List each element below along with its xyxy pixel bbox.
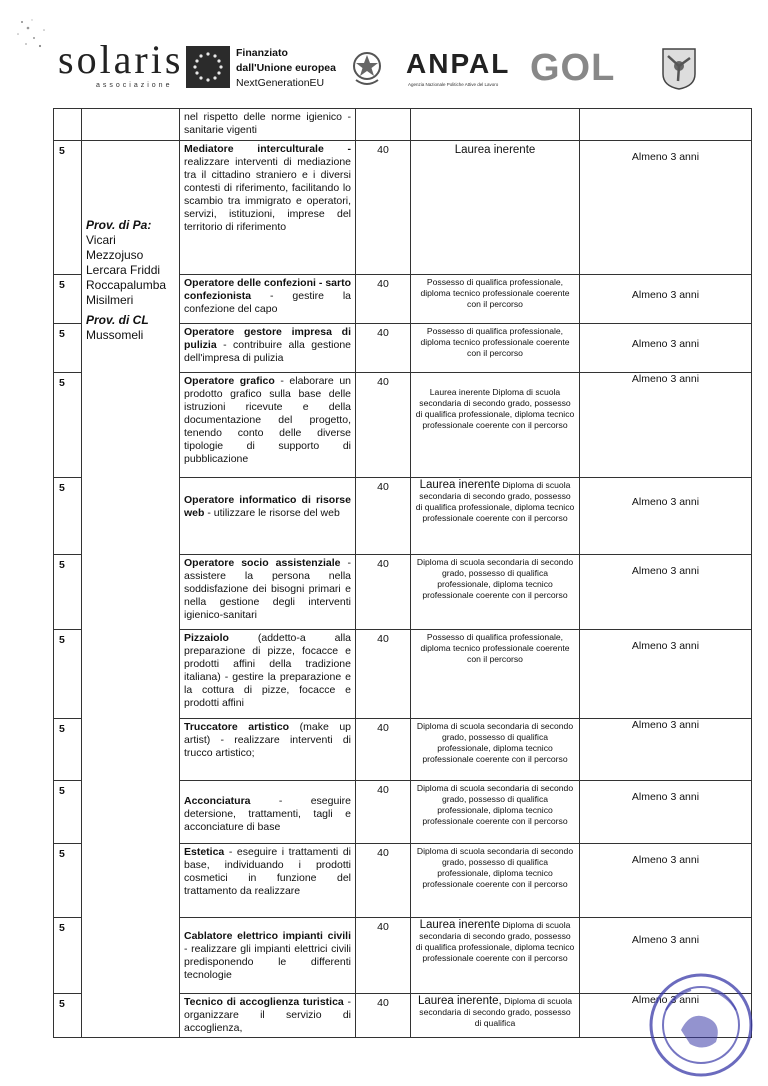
gol-logo: GOL xyxy=(530,47,616,89)
eu-flag-icon xyxy=(186,46,230,88)
location-cell xyxy=(82,109,180,141)
eu-funding-label xyxy=(236,46,336,91)
row-number: 5 xyxy=(54,781,82,844)
course-desc: - contribuire alla gestione dell'impresa di pulizia xyxy=(184,339,351,364)
experience-text: Almeno 3 anni xyxy=(631,854,700,866)
requirement-text: Diploma di scuola secondaria di secondo grado, possesso di qualifica professionale, diploma tecnico professionale coerente con il percorso xyxy=(415,920,575,963)
experience xyxy=(580,478,752,555)
course-desc: - realizzare gli impianti elettrici civili predisponendo le differenti tecnologie xyxy=(184,943,351,981)
course-title: Operatore gestore impresa di pulizia xyxy=(184,326,351,351)
requirements: Diploma di scuola secondaria di secondo grado, possesso di qualifica professionale, diploma tecnico professionale coerente con il percorso xyxy=(411,844,580,918)
course-desc: - assistere la persona nella soddisfazione dei bisogni primari e nella gestione degli interventi igienico-sanitari xyxy=(184,557,351,621)
experience-text: Almeno 3 anni xyxy=(631,994,700,1006)
course-title: Operatore grafico xyxy=(184,375,275,387)
course-description xyxy=(180,478,356,555)
table-row xyxy=(54,109,752,141)
row-number: 5 xyxy=(54,478,82,555)
requirements: Diploma di scuola secondaria di secondo grado, possesso di qualifica professionale, diploma tecnico professionale coerente con il percorso xyxy=(411,719,580,781)
sicily-region-emblem-icon xyxy=(660,46,698,90)
course-title: Operatore delle confezioni - sarto confezionista xyxy=(184,277,351,302)
requirements: Diploma di scuola secondaria di secondo grado, possesso di qualifica professionale, diploma tecnico professionale coerente con il percorso xyxy=(411,555,580,630)
course-description xyxy=(180,781,356,844)
experience xyxy=(580,630,752,719)
anpal-logo xyxy=(406,48,516,92)
location-town: Vicari xyxy=(86,233,116,247)
course-desc: (make up artist) - realizzare interventi di trucco artistico; xyxy=(184,721,352,759)
course-title: Operatore socio assistenziale xyxy=(184,557,341,569)
hours: 40 xyxy=(356,781,411,844)
page-header xyxy=(0,0,768,108)
experience-text: Almeno 3 anni xyxy=(631,934,700,946)
hours: 40 xyxy=(356,630,411,719)
course-description xyxy=(180,141,356,275)
course-title: Truccatore artistico xyxy=(184,721,290,733)
course-title: Operatore informatico di risorse web xyxy=(184,494,351,519)
row-number xyxy=(54,109,82,141)
hours: 40 xyxy=(356,918,411,994)
requirements xyxy=(411,109,580,141)
course-description xyxy=(180,630,356,719)
requirement-text: Diploma di scuola secondaria di secondo grado, possesso di qualifica professionale, diploma tecnico professionale coerente con il percorso xyxy=(415,480,575,523)
location-heading: Prov. di CL xyxy=(86,313,149,327)
sun-splash-icon xyxy=(14,16,54,56)
location-town: Misilmeri xyxy=(86,293,134,307)
experience xyxy=(580,324,752,373)
experience-text: Almeno 3 anni xyxy=(631,640,700,652)
requirement-text: Laurea inerente xyxy=(454,144,536,156)
course-description xyxy=(180,719,356,781)
hours: 40 xyxy=(356,141,411,275)
course-desc: - eseguire i trattamenti di base, individuando i prodotti cosmetici in funzione del trattamento da realizzare xyxy=(184,846,351,897)
course-desc: - organizzare il servizio di accoglienza, xyxy=(184,996,351,1034)
hours xyxy=(356,109,411,141)
experience-text: Almeno 3 anni xyxy=(631,719,700,731)
requirement-text: Laurea inerente Diploma di scuola secondaria di secondo grado, possesso di qualifica professionale, diploma tecnico professionale coerente con il percorso xyxy=(415,387,575,430)
experience-text: Almeno 3 anni xyxy=(631,151,700,163)
course-desc: (addetto-a alla preparazione di pizze, focacce e prodotti affini della tradizione italiana) - gestire la preparazione e la cottura di pizze, focacce e prodotti affini xyxy=(184,632,351,709)
course-description xyxy=(180,324,356,373)
courses-table xyxy=(53,108,752,1038)
locations-cell xyxy=(82,141,180,1038)
requirements: Possesso di qualifica professionale, diploma tecnico professionale coerente con il percorso xyxy=(411,630,580,719)
requirements: Possesso di qualifica professionale, diploma tecnico professionale coerente con il percorso xyxy=(411,324,580,373)
solaris-name: solaris xyxy=(58,37,184,82)
experience-text: Almeno 3 anni xyxy=(631,289,700,301)
hours: 40 xyxy=(356,994,411,1038)
requirement-lead: Laurea inerente xyxy=(419,479,501,491)
course-title: Acconciatura xyxy=(184,795,251,807)
hours: 40 xyxy=(356,719,411,781)
course-title: Mediatore interculturale - xyxy=(184,143,351,155)
course-desc: - utilizzare le risorse del web xyxy=(204,507,340,519)
experience-text: Almeno 3 anni xyxy=(631,791,700,803)
italian-republic-emblem-icon xyxy=(350,46,384,88)
table-row xyxy=(54,141,752,275)
course-title: Tecnico di accoglienza turistica xyxy=(184,996,344,1008)
requirements xyxy=(411,918,580,994)
hours: 40 xyxy=(356,324,411,373)
course-description xyxy=(180,994,356,1038)
course-title: Cablatore elettrico impianti civili xyxy=(184,930,351,942)
location-town: Roccapalumba xyxy=(86,278,167,292)
requirement-text: Diploma di scuola secondaria di secondo grado, possesso di qualifica xyxy=(419,996,572,1028)
experience xyxy=(580,844,752,918)
eu-line-2: dall'Unione europea xyxy=(236,62,336,74)
experience xyxy=(580,781,752,844)
course-description xyxy=(180,555,356,630)
requirement-lead: Laurea inerente, xyxy=(418,995,502,1007)
location-heading: Prov. di Pa: xyxy=(86,218,152,232)
row-number: 5 xyxy=(54,373,82,478)
row-number: 5 xyxy=(54,275,82,324)
eu-line-3: NextGenerationEU xyxy=(236,77,325,89)
solaris-logo xyxy=(28,37,184,98)
experience xyxy=(580,373,752,478)
hours: 40 xyxy=(356,844,411,918)
requirements xyxy=(411,994,580,1038)
course-desc: - elaborare un prodotto grafico sulla base delle istruzioni ricevute e della documentazione del progetto, tenendo conto delle diverse tipologie di supporto di pubblicazione xyxy=(184,375,352,465)
requirements xyxy=(411,141,580,275)
location-town: Mezzojuso xyxy=(86,248,144,262)
row-number: 5 xyxy=(54,844,82,918)
experience xyxy=(580,141,752,275)
row-number: 5 xyxy=(54,630,82,719)
experience-text: Almeno 3 anni xyxy=(631,373,700,385)
experience xyxy=(580,109,752,141)
experience xyxy=(580,719,752,781)
course-title: Estetica xyxy=(184,846,225,858)
requirements: Possesso di qualifica professionale, diploma tecnico professionale coerente con il percorso xyxy=(411,275,580,324)
location-town: Mussomeli xyxy=(86,328,144,342)
row-number: 5 xyxy=(54,324,82,373)
experience xyxy=(580,275,752,324)
eu-line-1: Finanziato xyxy=(236,47,288,59)
course-description xyxy=(180,109,356,141)
row-number: 5 xyxy=(54,994,82,1038)
official-stamp-icon xyxy=(646,970,756,1080)
requirements xyxy=(411,478,580,555)
location-town: Lercara Friddi xyxy=(86,263,161,277)
anpal-subtitle: Agenzia Nazionale Politiche Attive del Lavoro xyxy=(408,82,499,87)
course-description xyxy=(180,918,356,994)
row-number: 5 xyxy=(54,555,82,630)
requirements: Diploma di scuola secondaria di secondo grado, possesso di qualifica professionale, diploma tecnico professionale coerente con il percorso xyxy=(411,781,580,844)
anpal-name: ANPAL xyxy=(406,48,511,79)
course-desc: - eseguire detersione, trattamenti, tagli e acconciature di base xyxy=(184,795,351,833)
row-number: 5 xyxy=(54,918,82,994)
course-description xyxy=(180,844,356,918)
experience-text: Almeno 3 anni xyxy=(631,338,700,350)
experience-text: Almeno 3 anni xyxy=(631,565,700,577)
row-number: 5 xyxy=(54,141,82,275)
course-title: Pizzaiolo xyxy=(184,632,229,644)
requirement-lead: Laurea inerente xyxy=(419,919,501,931)
hours: 40 xyxy=(356,555,411,630)
course-description xyxy=(180,373,356,478)
requirements xyxy=(411,373,580,478)
solaris-subtitle: associazione xyxy=(96,82,173,89)
hours: 40 xyxy=(356,373,411,478)
course-description xyxy=(180,275,356,324)
hours: 40 xyxy=(356,478,411,555)
row-number: 5 xyxy=(54,719,82,781)
course-desc: - gestire la confezione del capo xyxy=(184,290,351,315)
hours: 40 xyxy=(356,275,411,324)
experience-text: Almeno 3 anni xyxy=(631,496,700,508)
experience xyxy=(580,555,752,630)
course-desc: nel rispetto delle norme igienico -sanitarie vigenti xyxy=(184,111,351,136)
course-desc: realizzare interventi di mediazione tra il cittadino straniero e i diversi contesti di riferimento, facilitando lo scambio tra immigrato e operatori, servizi, istituzioni, imprese del territorio di riferimento xyxy=(184,156,351,233)
